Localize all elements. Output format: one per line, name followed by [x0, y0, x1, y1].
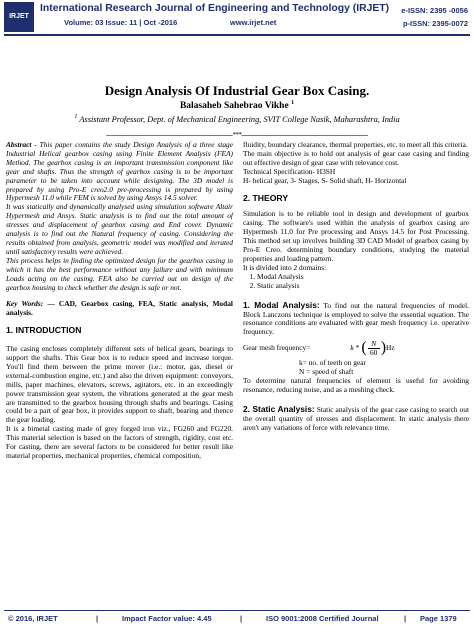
domain-item: 1. Modal Analysis: [257, 273, 469, 282]
section-separator: ---------------------------------------------------------------------***---------------------------------------------------------------------: [106, 131, 368, 139]
footer-separator: |: [240, 614, 243, 623]
keywords-label: Key Words:: [6, 299, 44, 309]
author-superscript: 1: [291, 100, 295, 106]
n-definition: N = speed of shaft: [299, 367, 354, 377]
static-analysis-heading: 2. Static Analysis:: [243, 403, 315, 414]
domain-item: 2. Static analysis: [257, 282, 469, 291]
theory-heading: 2. THEORY: [243, 192, 289, 203]
affiliation-superscript: 1: [74, 114, 78, 120]
domains-intro: It is divided into 2 domains:: [243, 262, 327, 272]
left-column: [6, 141, 233, 461]
footer-iso: ISO 9001:2008 Certified Journal: [266, 614, 379, 623]
domains-list: [243, 273, 469, 291]
specification-detail: H- helical gear, 3- Stages, S- Solid shaft, H- Horizontal: [243, 175, 407, 185]
intro-paragraph-1: The casing encloses completely different sets of helical gears, bearings to support the shafts. This Gear box is to reduce speed and increase torque. You'll find them between the prime mover (i.e.: motor, gas, diesel or external-combustion engine, etc.) and also the driven equipment: conveyors, mills, paper machines, elevators, screws, agitators, etc. in an exceedingly power transmission gear system, the vibrations generated at the gear mesh are transmitted to the gearbox housing through shafts and bearings. Casing could be a part of gear box, it provides support to shaft, bearing and thence the gear loading.: [6, 344, 233, 425]
abstract-paragraph-3: This process helps in finding the optimized design for the gearbox casing in which it has the best performance without any failure and with minimum Loads acting on the casing. FEA also be carried out on design of the gearbox housing to check whether the design is safe or not.: [6, 255, 233, 292]
theory-paragraph: Simulation is to be reliable tool in design and development of gearbox casing. The software's used within the analysis of gearbox casing are Hypermesh 11.0 for Pre processing and Ansys 14.5 for Post Processing. This method set up involves building 3D CAD Model of gearbox casing by Pro-E Creo. determining boundary conditions, studying the material properties and loading pattern.: [243, 209, 469, 263]
footer-separator: |: [404, 614, 407, 623]
page-footer: [4, 614, 470, 628]
gear-mesh-frequency-formula: Gear mesh frequency= k * ( $\frac{N}{60}$ ) Hz: [243, 338, 395, 357]
keywords: Key Words: — CAD, Gearbox casing, FEA, Static analysis, Modal analysis.: [6, 299, 233, 318]
intro-paragraph-2: It is a bimetal casting made of grey forged iron viz., FG260 and FG220. This material selection is based on the factors of strength, rigidity, cost etc. For casting, there are several factors to be considered for better result like material properties, mechanical properties, chemical composition,: [6, 424, 233, 460]
paper-author: Balasaheb Sahebrao Vikhe $^1$: [179, 100, 295, 112]
intro-heading: 1. INTRODUCTION: [6, 325, 82, 336]
k-definition: k= no. of teeth on gear: [299, 358, 366, 368]
eissn: e-ISSN: 2395 -0056: [401, 6, 468, 15]
volume-issue: Volume: 03 Issue: 11 | Oct -2016: [64, 18, 178, 27]
gmf-numerator: N: [371, 338, 377, 348]
abstract-paragraph-1: Abstract - This paper contains the study Design Analysis of a three stage Industrial Helical gearbox casing using Finite Element Analysis (FEA) Method. The gearbox casing is an important transmission component like gear and shafts. Thus the strength of gearbox casing is to be important parameter to be taken into account while designing. The 3D model is prepared by using Pro-E creo2.0 pre-processing is prepared by using Hypermesh 11.0 while FEM is solved by using Ansys 14.5 solver.: [6, 140, 233, 203]
gmf-unit: Hz: [386, 342, 395, 352]
footer-copyright: © 2016, IRJET: [8, 614, 58, 623]
journal-header: [4, 2, 470, 32]
continued-paragraph: fluidity, boundary clearance, thermal properties, etc. to meet all this criteria.: [243, 140, 468, 149]
header-divider: [4, 34, 470, 36]
objective-paragraph: The main objective is to hold out analysis of gear case casing and finding out effective design of gear case with relevance cost.: [243, 148, 469, 167]
gmf-k: k: [350, 342, 354, 352]
technical-specification: Technical Specification- H3SH: [243, 166, 336, 176]
gmf-label: Gear mesh frequency=: [243, 342, 311, 352]
author-affiliation: $^1$ Assistant Professor, Dept. of Mechanical Engineering, SVIT College Nasik, Maharashtra, India: [74, 114, 400, 124]
gmf-fraction: [368, 340, 380, 357]
pissn: p-ISSN: 2395-0072: [402, 19, 468, 28]
irjet-logo: IRJET: [4, 2, 34, 32]
issn-block: [401, 4, 468, 30]
footer-separator: |: [96, 614, 99, 623]
journal-title: International Research Journal of Engineering and Technology (IRJET): [40, 3, 390, 14]
right-column: [243, 141, 469, 433]
journal-website: www.irjet.net: [230, 18, 277, 27]
footer-impact-factor: Impact Factor value: 4.45: [122, 614, 212, 623]
static-analysis-paragraph: 2. Static Analysis: Static analysis of the gear case casing to search out the overall quantity of stresses and displacement. In static analysis there aren't any variations of force with relevance time.: [243, 403, 469, 432]
modal-conclusion: To determine natural frequencies of element is useful for avoiding resonance, reducing noise, and as a meshing check.: [243, 376, 469, 394]
paper-title: Design Analysis Of Industrial Gear Box Casing.: [104, 83, 370, 98]
modal-analysis-paragraph: 1. Modal Analysis: To find out the natural frequencies of model. Block Lanczons technique is employed to solve the essential equation. The resonance conditions are evaluated with gear mesh frequency i.e. operative frequency.: [243, 299, 470, 337]
footer-page-number: Page 1379: [420, 614, 457, 623]
abstract-paragraph-2: It was statically and dynamically analysed using simulation software Altair Hypermesh and Ansys. Static analysis is to find out the total amount of stresses and displacement of gearbox casing and End cover. Dynamic analysis is to find out the Natural frequency of casing. Considering the results obtained from analysis, geometric model was modified and iterated until satisfactory results were achieved.: [6, 202, 233, 256]
modal-analysis-heading: 1. Modal Analysis:: [243, 299, 320, 310]
abstract-label: Abstract: [6, 140, 32, 149]
footer-divider: [4, 610, 470, 611]
gmf-denominator: 60: [369, 347, 378, 357]
